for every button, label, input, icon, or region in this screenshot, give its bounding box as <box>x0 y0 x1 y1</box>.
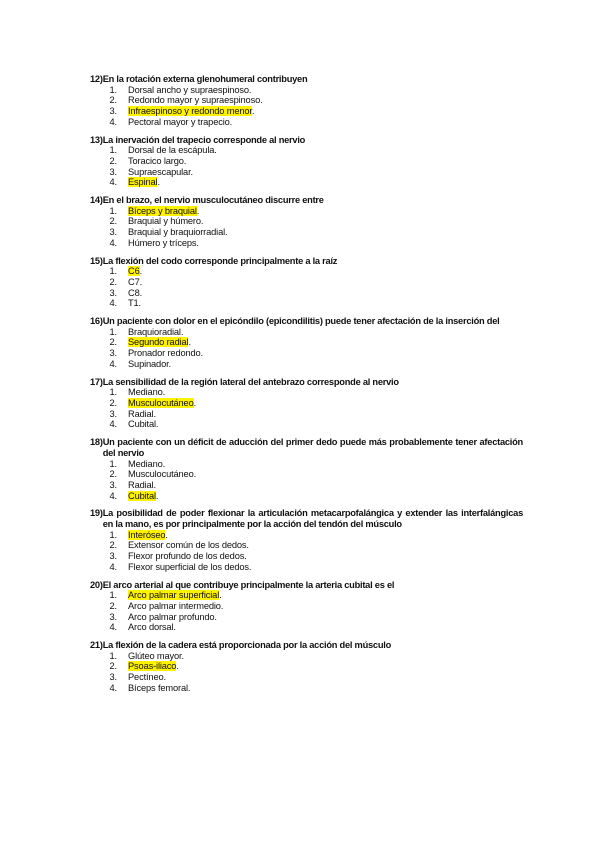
option-number: 1. <box>109 145 117 156</box>
option-text: Pronador redondo. <box>128 348 203 359</box>
answer-option <box>90 85 523 96</box>
question-heading <box>90 377 523 388</box>
option-number: 1. <box>109 529 117 540</box>
option-text: Braquioradial. <box>128 326 184 337</box>
option-trailing-punctuation: . <box>196 205 200 216</box>
question-number: 13) <box>90 134 103 145</box>
option-text: Dorsal ancho y supraespinoso. <box>128 84 252 95</box>
question-number: 18) <box>90 437 103 448</box>
option-number: 3. <box>109 479 117 490</box>
option-trailing-punctuation: . <box>219 590 222 601</box>
highlighted-answer: Psoas-iliaco <box>128 661 177 672</box>
option-text: Flexor superficial de los dedos. <box>128 561 252 572</box>
answer-option <box>90 622 523 633</box>
answer-option <box>90 491 523 502</box>
option-trailing-punctuation: . <box>157 177 160 188</box>
question-heading <box>90 135 523 146</box>
option-text: Musculocutáneo. <box>128 469 197 480</box>
option-number: 4. <box>109 682 117 693</box>
question-text: La sensibilidad de la región lateral del antebrazo corresponde al nervio <box>102 376 399 387</box>
answer-options <box>90 206 523 249</box>
answer-option <box>90 540 523 551</box>
option-number: 4. <box>109 561 117 572</box>
option-text <box>128 491 158 502</box>
option-text <box>128 661 179 672</box>
question-text: El arco arterial al que contribuye principalmente la arteria cubital es el <box>102 579 395 590</box>
option-number: 4. <box>109 116 117 127</box>
answer-option <box>90 145 523 156</box>
question-text: La flexión del codo corresponde principalmente a la raíz <box>102 255 338 266</box>
option-text: Arco dorsal. <box>128 622 176 633</box>
option-number: 3. <box>109 287 117 298</box>
option-number: 2. <box>109 155 117 166</box>
question-number: 17) <box>90 376 103 387</box>
option-number: 1. <box>109 326 117 337</box>
option-text: C7. <box>128 276 143 287</box>
option-text: Bíceps femoral. <box>128 682 191 693</box>
answer-options <box>90 85 523 128</box>
option-number: 1. <box>109 84 117 95</box>
option-text <box>128 337 191 348</box>
answer-option <box>90 298 523 309</box>
option-text: Toracico largo. <box>128 155 187 166</box>
option-number: 2. <box>109 600 117 611</box>
answer-option <box>90 216 523 227</box>
option-number: 1. <box>109 458 117 469</box>
answer-options <box>90 387 523 430</box>
option-text: Braquial y húmero. <box>128 216 204 227</box>
option-text <box>128 590 222 601</box>
answer-option <box>90 206 523 217</box>
question-number: 14) <box>90 195 103 206</box>
question-number: 15) <box>90 255 103 266</box>
option-text <box>128 398 196 409</box>
option-text <box>128 106 254 117</box>
question-text: La posibilidad de poder flexionar la articulación metacarpofalángica y extender las interfalángicas en la mano, es por principalmente por la acción del tendón del músculo <box>102 508 523 530</box>
option-text: Extensor común de los dedos. <box>128 540 249 551</box>
option-text: Supraescapular. <box>128 166 193 177</box>
option-number: 2. <box>109 661 117 672</box>
option-text: Redondo mayor y supraespinoso. <box>128 95 263 106</box>
option-text: Arco palmar intermedio. <box>128 600 224 611</box>
option-number: 2. <box>109 397 117 408</box>
answer-option <box>90 409 523 420</box>
option-number: 1. <box>109 590 117 601</box>
option-number: 1. <box>109 205 117 216</box>
question-number: 21) <box>90 640 103 651</box>
question-number: 16) <box>90 316 103 327</box>
option-text: Supinador. <box>128 358 171 369</box>
option-number: 3. <box>109 166 117 177</box>
question-13 <box>90 135 523 189</box>
answer-option <box>90 683 523 694</box>
highlighted-answer: Bíceps y braquial <box>128 205 197 216</box>
answer-option <box>90 459 523 470</box>
answer-option <box>90 288 523 299</box>
answer-option <box>90 590 523 601</box>
option-text <box>128 206 199 217</box>
answer-option <box>90 601 523 612</box>
answer-option <box>90 327 523 338</box>
option-number: 3. <box>109 106 117 117</box>
option-trailing-punctuation: . <box>251 106 255 117</box>
option-text: Radial. <box>128 408 156 419</box>
question-20 <box>90 580 523 634</box>
option-number: 4. <box>109 490 117 501</box>
question-17 <box>90 377 523 431</box>
question-text: La inervación del trapecio corresponde al nervio <box>102 134 306 145</box>
answer-option <box>90 106 523 117</box>
answer-option <box>90 612 523 623</box>
option-number: 1. <box>109 650 117 661</box>
question-text: Un paciente con un déficit de aducción del primer dedo puede más probablemente tener afectación del nervio <box>102 437 523 458</box>
answer-option <box>90 551 523 562</box>
question-heading <box>90 437 523 458</box>
answer-options <box>90 266 523 309</box>
answer-option <box>90 156 523 167</box>
highlighted-answer: Musculocutáneo <box>128 397 194 408</box>
option-text: Glúteo mayor. <box>128 650 184 661</box>
option-text: Flexor profundo de los dedos. <box>128 551 247 562</box>
option-number: 1. <box>109 387 117 398</box>
option-text: Pectíneo. <box>128 672 166 683</box>
question-heading <box>90 316 523 327</box>
option-number: 2. <box>109 216 117 227</box>
option-text: Arco palmar profundo. <box>128 611 217 622</box>
question-text: La flexión de la cadera está proporcionada por la acción del músculo <box>102 640 392 651</box>
option-number: 4. <box>109 237 117 248</box>
answer-options <box>90 145 523 188</box>
answer-option <box>90 480 523 491</box>
option-text <box>128 530 168 541</box>
answer-option <box>90 672 523 683</box>
answer-option <box>90 117 523 128</box>
option-text: T1. <box>128 298 141 309</box>
question-14 <box>90 195 523 249</box>
answer-option <box>90 359 523 370</box>
highlighted-answer: Arco palmar superficial <box>128 590 220 601</box>
option-number: 2. <box>109 469 117 480</box>
option-number: 2. <box>109 276 117 287</box>
answer-option <box>90 387 523 398</box>
answer-option <box>90 337 523 348</box>
option-number: 2. <box>109 540 117 551</box>
answer-option <box>90 661 523 672</box>
option-text: Cubital. <box>128 419 159 430</box>
answer-option <box>90 419 523 430</box>
question-12 <box>90 74 523 128</box>
option-number: 3. <box>109 551 117 562</box>
option-trailing-punctuation: . <box>176 661 179 672</box>
answer-option <box>90 277 523 288</box>
highlighted-answer: Interóseo <box>128 529 166 540</box>
answer-option <box>90 167 523 178</box>
option-text: C8. <box>128 287 143 298</box>
question-list <box>90 74 523 701</box>
question-21 <box>90 640 523 694</box>
question-19 <box>90 508 523 572</box>
answer-options <box>90 459 523 502</box>
question-heading <box>90 195 523 206</box>
option-number: 3. <box>109 348 117 359</box>
question-heading <box>90 256 523 267</box>
answer-options <box>90 651 523 694</box>
question-15 <box>90 256 523 310</box>
option-number: 3. <box>109 611 117 622</box>
option-text <box>128 177 160 188</box>
question-heading <box>90 580 523 591</box>
option-number: 4. <box>109 298 117 309</box>
option-number: 2. <box>109 95 117 106</box>
question-text: En la rotación externa glenohumeral contribuyen <box>102 74 308 84</box>
option-number: 4. <box>109 622 117 633</box>
highlighted-answer: Infraespinoso y redondo menor <box>128 106 252 117</box>
question-heading <box>90 74 523 85</box>
highlighted-answer: Cubital <box>128 490 156 501</box>
option-number: 4. <box>109 419 117 430</box>
option-text: Radial. <box>128 479 156 490</box>
answer-options <box>90 590 523 633</box>
highlighted-answer: Espinal <box>128 177 158 188</box>
answer-option <box>90 238 523 249</box>
option-number: 3. <box>109 227 117 238</box>
option-trailing-punctuation: . <box>139 266 143 277</box>
option-number: 3. <box>109 408 117 419</box>
option-trailing-punctuation: . <box>155 490 159 501</box>
answer-option <box>90 651 523 662</box>
question-number: 19) <box>90 508 103 519</box>
option-text: Mediano. <box>128 458 166 469</box>
option-trailing-punctuation: . <box>165 529 168 540</box>
option-text: Pectoral mayor y trapecio. <box>128 116 233 127</box>
option-number: 3. <box>109 672 117 683</box>
option-trailing-punctuation: . <box>193 397 197 408</box>
question-text: En el brazo, el nervio musculocutáneo discurre entre <box>102 195 324 206</box>
option-number: 2. <box>109 337 117 348</box>
highlighted-answer: Segundo radial <box>128 337 189 348</box>
question-18 <box>90 437 523 501</box>
answer-option <box>90 227 523 238</box>
question-heading <box>90 508 523 529</box>
option-text: Mediano. <box>128 387 166 398</box>
option-text <box>128 266 142 277</box>
answer-option <box>90 95 523 106</box>
answer-option <box>90 530 523 541</box>
question-number: 12) <box>90 74 103 84</box>
highlighted-answer: C6 <box>128 266 140 277</box>
answer-option <box>90 266 523 277</box>
option-text: Dorsal de la escápula. <box>128 145 217 156</box>
question-16 <box>90 316 523 370</box>
answer-options <box>90 530 523 573</box>
option-number: 4. <box>109 358 117 369</box>
answer-option <box>90 469 523 480</box>
answer-option <box>90 177 523 188</box>
option-text: Húmero y tríceps. <box>128 237 199 248</box>
option-text: Braquial y braquiorradial. <box>128 227 228 238</box>
answer-options <box>90 327 523 370</box>
option-trailing-punctuation: . <box>188 337 191 348</box>
answer-option <box>90 348 523 359</box>
option-number: 4. <box>109 177 117 188</box>
answer-option <box>90 562 523 573</box>
option-number: 1. <box>109 266 117 277</box>
question-text: Un paciente con dolor en el epicóndilo (epicondilitis) puede tener afectación de la inserción del <box>102 316 500 327</box>
question-number: 20) <box>90 579 103 590</box>
question-heading <box>90 640 523 651</box>
answer-option <box>90 398 523 409</box>
